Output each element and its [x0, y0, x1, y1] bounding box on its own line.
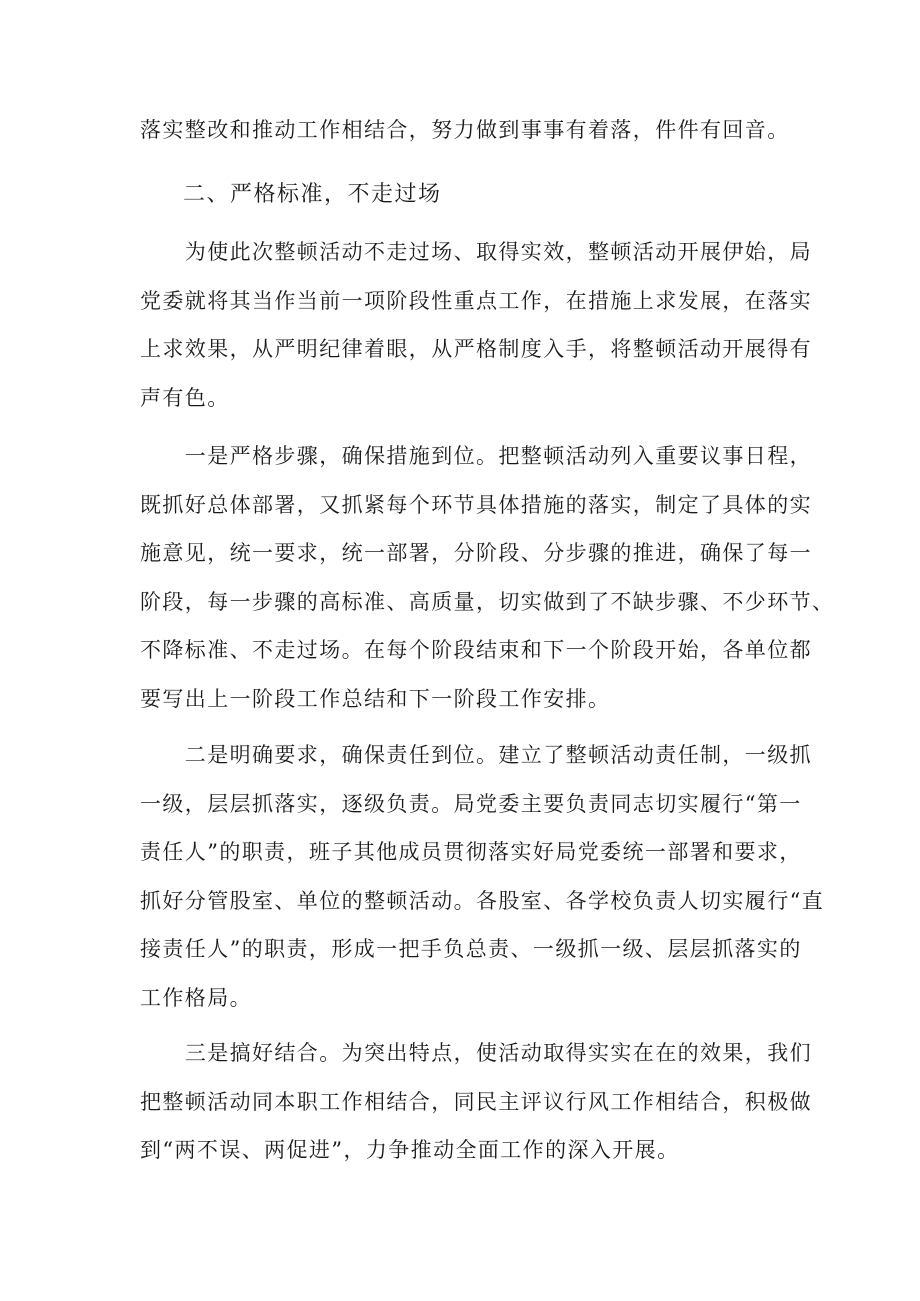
paragraph-line: 一级，层层抓落实，逐级负责。局党委主要负责同志切实履行“第一: [140, 791, 802, 816]
section-heading: 二、严格标准，不走过场: [183, 182, 442, 207]
paragraph-intro: [140, 228, 812, 422]
paragraph-line: 三是搞好结合。为突出特点，使活动取得实实在在的效果，我们: [140, 1041, 812, 1065]
continuation-paragraph: [140, 106, 790, 155]
paragraph-line: 既抓好总体部署，又抓紧每个环节具体措施的落实，制定了具体的实: [140, 492, 812, 517]
paragraph-line: 接责任人”的职责，形成一把手负总责、一级抓一级、层层抓落实的: [140, 937, 802, 961]
paragraph-line: 为使此次整顿活动不走过场、取得实效，整顿活动开展伊始，局: [140, 240, 812, 264]
paragraph-line: 声有色。: [140, 385, 230, 410]
paragraph-point-three: [140, 1029, 812, 1175]
paragraph-line: 上求效果，从严明纪律着眼，从严格制度入手，将整顿活动开展得有: [140, 337, 812, 361]
paragraph-line: 把整顿活动同本职工作相结合，同民主评议行风工作相结合，积极做: [140, 1089, 812, 1114]
paragraph-line: 抓好分管股室、单位的整顿活动。各股室、各学校负责人切实履行“直: [140, 888, 825, 913]
paragraph-line: 阶段，每一步骤的高标准、高质量，切实做到了不缺步骤、不少环节、: [140, 589, 835, 614]
paragraph-line: 要写出上一阶段工作总结和下一阶段工作安排。: [140, 686, 611, 711]
paragraph-line: 到“两不误、两促进”，力争推动全面工作的深入开展。: [140, 1138, 680, 1162]
paragraph-point-two: [140, 731, 825, 1022]
paragraph-line: 工作格局。: [140, 985, 252, 1010]
paragraph-line: 落实整改和推动工作相结合，努力做到事事有着落，件件有回音。: [140, 118, 790, 142]
paragraph-line: 施意见，统一要求，统一部署，分阶段、分步骤的推进，确保了每一: [140, 541, 812, 565]
paragraph-line: 一是严格步骤，确保措施到位。把整顿活动列入重要议事日程，: [140, 444, 812, 468]
paragraph-point-one: [140, 432, 835, 723]
paragraph-line: 不降标准、不走过场。在每个阶段结束和下一个阶段开始，各单位都: [140, 638, 812, 662]
paragraph-line: 二是明确要求，确保责任到位。建立了整顿活动责任制，一级抓: [140, 743, 812, 767]
paragraph-line: 责任人”的职责，班子其他成员贯彻落实好局党委统一部署和要求，: [140, 840, 802, 864]
paragraph-line: 党委就将其当作当前一项阶段性重点工作，在措施上求发展，在落实: [140, 288, 812, 313]
